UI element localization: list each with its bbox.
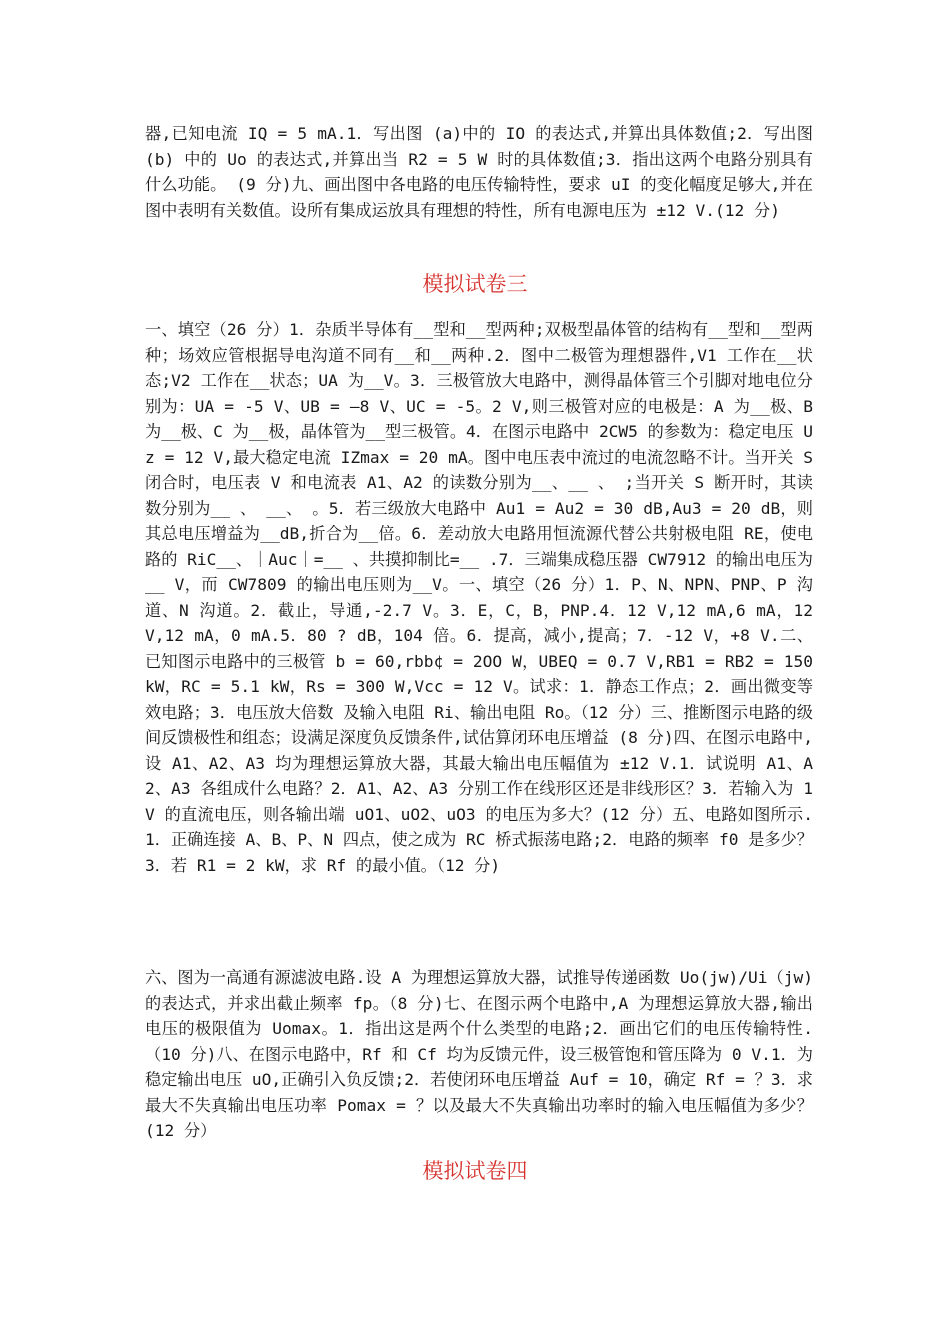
paragraph-exam-3-questions: 一、填空（26 分）1．杂质半导体有__型和__型两种;双极型晶体管的结构有__型和__型两种；场效应管根据导电沟道不同有__和__两种.2．图中二极管为理想器件,V1 工作在__状态;V2 工作在__状态；UA 为__V。3．三极管放大电路中，测得晶体管三个引脚对地电位分别为：UA = -5 V、UB = —8 V、UC = -5。2 V,则三极管对应的电极是：A 为__极、B 为__极、C 为__极，晶体管为__型三极管。4．在图示电路中 2CW5 的参数为：稳定电压 Uz = 12 V,最大稳定电流 IZmax = 20 mA。图中电压表中流过的电流忽略不计。当开关 S 闭合时，电压表 V 和电流表 A1、A2 的读数分别为__、__ 、 ;当开关 S 断开时，其读数分别为__ 、 __、 。5．若三级放大电路中 Au1 = Au2 = 30 dB,Au3 = 20 dB，则其总电压增益为__dB,折合为__倍。6．差动放大电路用恒流源代替公共射极电阻 RE，使电路的 RiC__、｜Auc｜=__ 、共摸抑制比=__ .7．三端集成稳压器 CW7912 的输出电压为__ V，而 CW7809 的输出电压则为__V。一、填空（26 分）1．P、N、NPN、PNP、P 沟道、N 沟道。2．截止，导通,-2.7 V。3．E，C，B，PNP.4．12 V,12 mA,6 mA，12 V,12 mA，0 mA.5．80 ? dB，104 倍。6．提高，减小,提高；7．-12 V，+8 V.二、已知图示电路中的三极管 b = 60,rbb¢ = 2OO W，UBEQ = 0.7 V,RB1 = RB2 = 150 kW，RC = 5.1 kW，Rs = 300 W,Vcc = 12 V。试求：1．静态工作点；2．画出微变等效电路；3．电压放大倍数 及输入电阻 Ri、输出电阻 Ro。（12 分）三、推断图示电路的级间反馈极性和组态；设满足深度负反馈条件,试估算闭环电压增益 (8 分)四、在图示电路中,设 A1、A2、A3 均为理想运算放大器，其最大输出电压幅值为 ±12 V.1．试说明 A1、A2、A3 各组成什么电路？2．A1、A2、A3 分别工作在线形区还是非线形区？3．若输入为 1 V 的直流电压，则各输出端 uO1、uO2、uO3 的电压为多大？(12 分）五、电路如图所示.1．正确连接 A、B、P、N 四点，使之成为 RC 桥式振荡电路;2．电路的频率 f0 是多少？3．若 R1 = 2 kW，求 Rf 的最小值。（12 分) — [145, 320, 814, 875]
exam-4-heading: 模拟试卷四 — [422, 1159, 528, 1183]
exam-3-heading: 模拟试卷三 — [422, 272, 528, 296]
paragraph-exam-2-continuation: 器,已知电流 IQ = 5 mA.1．写出图 (a)中的 IO 的表达式,并算出具体数值;2．写出图(b) 中的 Uo 的表达式,并算出当 R2 = 5 W 时的具体数值;3．指出这两个电路分别具有什么功能。 (9 分)九、画出图中各电路的电压传输特性，要求 uI 的变化幅度足够大,并在图中表明有关数值。设所有集成运放具有理想的特性，所有电源电压为 ±12 V.(12 分) — [145, 124, 813, 220]
paragraph-exam-3-questions-continued: 六、图为一高通有源滤波电路.设 A 为理想运算放大器，试推导传递函数 Uo(jw)/Ui（jw) 的表达式，并求出截止频率 fp。（8 分)七、在图示两个电路中,A 为理想运算放大器,输出电压的极限值为 Uomax。1．指出这是两个什么类型的电路;2．画出它们的电压传输特性.（10 分)八、在图示电路中，Rf 和 Cf 均为反馈元件，设三极管饱和管压降为 0 V.1．为稳定输出电压 uO,正确引入负反馈;2．若使闭环电压增益 Auf = 10，确定 Rf = ？3．求最大不失真输出电压功率 Pomax = ？以及最大不失真输出功率时的输入电压幅值为多少？(12 分） — [145, 968, 813, 1140]
